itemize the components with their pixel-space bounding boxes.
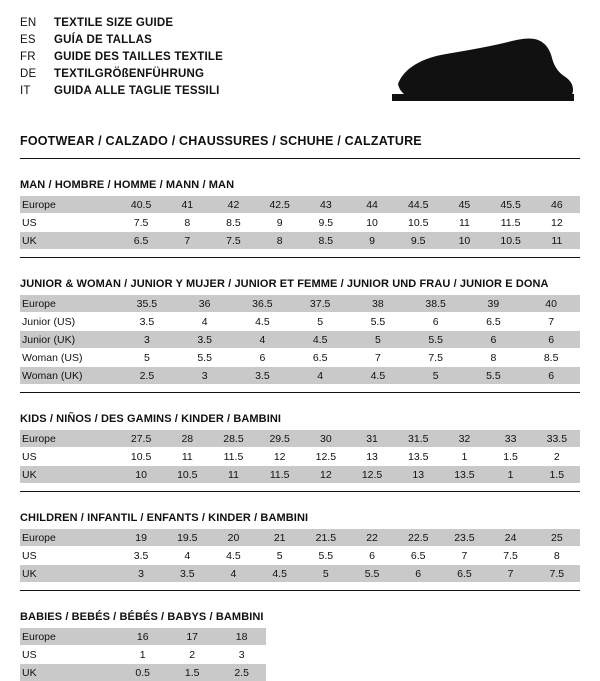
- size-cell: 1: [118, 646, 167, 663]
- size-cell: 18: [217, 628, 266, 645]
- size-cell: 13: [349, 448, 395, 465]
- table-row: [20, 646, 266, 663]
- size-cell: 9: [349, 232, 395, 249]
- size-cell: 38.5: [407, 295, 465, 312]
- size-cell: 6.5: [118, 232, 164, 249]
- size-cell: 45.5: [488, 196, 534, 213]
- size-table: [20, 529, 580, 582]
- size-cell: 31: [349, 430, 395, 447]
- size-cell: 3: [118, 565, 164, 582]
- size-cell: 40: [522, 295, 580, 312]
- size-cell: 13.5: [441, 466, 487, 483]
- size-group-heading: MAN / HOMBRE / HOMME / MANN / MAN: [20, 179, 235, 191]
- size-cell: 32: [441, 430, 487, 447]
- size-cell: 28.5: [210, 430, 256, 447]
- size-cell: 33.5: [534, 430, 580, 447]
- size-table: [20, 628, 266, 681]
- header-divider: [20, 158, 580, 159]
- row-label: Europe: [20, 628, 118, 645]
- size-cell: 11.5: [257, 466, 303, 483]
- size-cell: 3.5: [176, 331, 234, 348]
- group-divider: [20, 491, 580, 492]
- size-group-heading: JUNIOR & WOMAN / JUNIOR Y MUJER / JUNIOR ET FEMME / JUNIOR UND FRAU / JUNIOR E DONA: [20, 278, 549, 290]
- row-label: UK: [20, 664, 118, 681]
- table-row: [20, 313, 580, 330]
- size-group: [20, 611, 580, 681]
- size-cell: 19: [118, 529, 164, 546]
- row-label: Woman (US): [20, 349, 118, 366]
- size-cell: 35.5: [118, 295, 176, 312]
- language-title: GUÍA DE TALLAS: [54, 34, 152, 46]
- table-row: [20, 430, 580, 447]
- size-table: [20, 196, 580, 249]
- dress-shoe-icon: [384, 32, 574, 118]
- size-tables-container: [20, 179, 580, 681]
- size-cell: 7: [441, 547, 487, 564]
- size-cell: 5: [349, 331, 407, 348]
- table-row: [20, 565, 580, 582]
- table-row: [20, 196, 580, 213]
- size-cell: 11: [210, 466, 256, 483]
- size-cell: 12.5: [349, 466, 395, 483]
- size-cell: 45: [441, 196, 487, 213]
- size-cell: 12: [257, 448, 303, 465]
- language-list: [20, 16, 223, 99]
- size-cell: 4: [291, 367, 349, 384]
- size-cell: 36.5: [234, 295, 292, 312]
- size-cell: 25: [534, 529, 580, 546]
- size-cell: 9.5: [395, 232, 441, 249]
- size-cell: 29.5: [257, 430, 303, 447]
- size-cell: 1: [441, 448, 487, 465]
- size-cell: 7.5: [534, 565, 580, 582]
- size-cell: 6: [234, 349, 292, 366]
- size-cell: 46: [534, 196, 580, 213]
- size-cell: 2: [167, 646, 216, 663]
- row-label: Junior (US): [20, 313, 118, 330]
- size-cell: 7: [164, 232, 210, 249]
- footwear-section-title: FOOTWEAR / CALZADO / CHAUSSURES / SCHUHE / CALZATURE: [20, 134, 422, 148]
- size-cell: 6.5: [291, 349, 349, 366]
- size-cell: 37.5: [291, 295, 349, 312]
- size-cell: 1.5: [534, 466, 580, 483]
- document-header: [20, 16, 580, 118]
- size-cell: 3: [118, 331, 176, 348]
- size-cell: 3.5: [234, 367, 292, 384]
- size-group: [20, 179, 580, 258]
- size-cell: 9: [257, 214, 303, 231]
- size-cell: 6.5: [441, 565, 487, 582]
- size-cell: 5: [407, 367, 465, 384]
- size-cell: 12: [534, 214, 580, 231]
- size-cell: 7: [349, 349, 407, 366]
- size-cell: 4.5: [210, 547, 256, 564]
- row-label: UK: [20, 232, 118, 249]
- table-row: [20, 466, 580, 483]
- size-cell: 13: [395, 466, 441, 483]
- size-cell: 10.5: [118, 448, 164, 465]
- size-cell: 10: [441, 232, 487, 249]
- size-cell: 22.5: [395, 529, 441, 546]
- size-cell: 16: [118, 628, 167, 645]
- row-label: Europe: [20, 529, 118, 546]
- size-cell: 10: [118, 466, 164, 483]
- language-code: FR: [20, 51, 36, 63]
- row-label: US: [20, 214, 118, 231]
- size-table: [20, 430, 580, 483]
- group-divider: [20, 392, 580, 393]
- language-code: IT: [20, 85, 31, 97]
- size-cell: 5.5: [303, 547, 349, 564]
- size-cell: 8.5: [522, 349, 580, 366]
- language-code: EN: [20, 17, 37, 29]
- row-label: US: [20, 646, 118, 663]
- size-cell: 6: [465, 331, 523, 348]
- size-cell: 11.5: [488, 214, 534, 231]
- language-title: TEXTILGRÖßENFÜHRUNG: [54, 68, 205, 80]
- language-code: ES: [20, 34, 36, 46]
- row-label: US: [20, 448, 118, 465]
- row-label: Junior (UK): [20, 331, 118, 348]
- size-cell: 4: [176, 313, 234, 330]
- table-row: [20, 295, 580, 312]
- size-cell: 1.5: [167, 664, 216, 681]
- size-cell: 4.5: [349, 367, 407, 384]
- size-cell: 33: [488, 430, 534, 447]
- size-group-heading: BABIES / BEBÉS / BÉBÉS / BABYS / BAMBINI: [20, 611, 264, 623]
- size-cell: 1: [488, 466, 534, 483]
- size-cell: 2: [534, 448, 580, 465]
- language-code: DE: [20, 68, 37, 80]
- size-cell: 5.5: [407, 331, 465, 348]
- size-cell: 17: [167, 628, 216, 645]
- size-cell: 6: [395, 565, 441, 582]
- size-cell: 4: [164, 547, 210, 564]
- size-cell: 4.5: [291, 331, 349, 348]
- size-cell: 6: [522, 331, 580, 348]
- size-cell: 3.5: [118, 547, 164, 564]
- size-cell: 3: [176, 367, 234, 384]
- size-cell: 42.5: [257, 196, 303, 213]
- size-cell: 5.5: [349, 313, 407, 330]
- size-cell: 7.5: [118, 214, 164, 231]
- language-title: GUIDE DES TAILLES TEXTILE: [54, 51, 223, 63]
- size-cell: 6.5: [465, 313, 523, 330]
- size-cell: 4.5: [234, 313, 292, 330]
- size-cell: 27.5: [118, 430, 164, 447]
- size-cell: 4.5: [257, 565, 303, 582]
- size-cell: 20: [210, 529, 256, 546]
- size-cell: 6: [407, 313, 465, 330]
- table-row: [20, 349, 580, 366]
- size-cell: 8.5: [210, 214, 256, 231]
- size-cell: 41: [164, 196, 210, 213]
- size-cell: 13.5: [395, 448, 441, 465]
- size-cell: 24: [488, 529, 534, 546]
- size-cell: 42: [210, 196, 256, 213]
- size-cell: 7: [522, 313, 580, 330]
- size-cell: 28: [164, 430, 210, 447]
- group-divider: [20, 257, 580, 258]
- size-cell: 3.5: [118, 313, 176, 330]
- size-group-heading: CHILDREN / INFANTIL / ENFANTS / KINDER / BAMBINI: [20, 512, 309, 524]
- size-cell: 10.5: [488, 232, 534, 249]
- size-cell: 11: [164, 448, 210, 465]
- size-group: [20, 278, 580, 393]
- size-cell: 7: [488, 565, 534, 582]
- size-cell: 22: [349, 529, 395, 546]
- size-group: [20, 413, 580, 492]
- size-cell: 44.5: [395, 196, 441, 213]
- size-cell: 6: [349, 547, 395, 564]
- row-label: Woman (UK): [20, 367, 118, 384]
- size-cell: 39: [465, 295, 523, 312]
- table-row: [20, 232, 580, 249]
- group-divider: [20, 590, 580, 591]
- size-cell: 38: [349, 295, 407, 312]
- size-cell: 11.5: [210, 448, 256, 465]
- table-row: [20, 628, 266, 645]
- table-row: [20, 529, 580, 546]
- size-cell: 8: [534, 547, 580, 564]
- size-cell: 3.5: [164, 565, 210, 582]
- size-cell: 9.5: [303, 214, 349, 231]
- size-cell: 11: [441, 214, 487, 231]
- size-cell: 31.5: [395, 430, 441, 447]
- size-cell: 21: [257, 529, 303, 546]
- size-cell: 8.5: [303, 232, 349, 249]
- language-title: TEXTILE SIZE GUIDE: [54, 17, 174, 29]
- size-cell: 5: [291, 313, 349, 330]
- row-label: US: [20, 547, 118, 564]
- size-cell: 6.5: [395, 547, 441, 564]
- size-cell: 43: [303, 196, 349, 213]
- size-cell: 6: [522, 367, 580, 384]
- size-cell: 4: [210, 565, 256, 582]
- table-row: [20, 448, 580, 465]
- size-cell: 10: [349, 214, 395, 231]
- size-cell: 8: [164, 214, 210, 231]
- size-cell: 8: [257, 232, 303, 249]
- size-cell: 40.5: [118, 196, 164, 213]
- size-cell: 44: [349, 196, 395, 213]
- table-row: [20, 331, 580, 348]
- size-cell: 23.5: [441, 529, 487, 546]
- size-cell: 2.5: [118, 367, 176, 384]
- size-group: [20, 512, 580, 591]
- size-cell: 0.5: [118, 664, 167, 681]
- size-cell: 7.5: [488, 547, 534, 564]
- size-cell: 5.5: [176, 349, 234, 366]
- row-label: UK: [20, 565, 118, 582]
- size-cell: 30: [303, 430, 349, 447]
- size-cell: 10.5: [164, 466, 210, 483]
- size-cell: 12: [303, 466, 349, 483]
- size-cell: 7.5: [407, 349, 465, 366]
- size-cell: 1.5: [488, 448, 534, 465]
- row-label: Europe: [20, 295, 118, 312]
- size-cell: 19.5: [164, 529, 210, 546]
- table-row: [20, 664, 266, 681]
- size-cell: 8: [465, 349, 523, 366]
- size-cell: 36: [176, 295, 234, 312]
- size-cell: 5.5: [465, 367, 523, 384]
- row-label: UK: [20, 466, 118, 483]
- size-cell: 7.5: [210, 232, 256, 249]
- size-cell: 5: [303, 565, 349, 582]
- row-label: Europe: [20, 196, 118, 213]
- size-cell: 5: [257, 547, 303, 564]
- language-title: GUIDA ALLE TAGLIE TESSILI: [54, 85, 220, 97]
- row-label: Europe: [20, 430, 118, 447]
- size-cell: 21.5: [303, 529, 349, 546]
- size-cell: 5.5: [349, 565, 395, 582]
- size-cell: 4: [234, 331, 292, 348]
- table-row: [20, 214, 580, 231]
- size-cell: 10.5: [395, 214, 441, 231]
- size-cell: 12.5: [303, 448, 349, 465]
- size-table: [20, 295, 580, 384]
- table-row: [20, 547, 580, 564]
- size-group-heading: KIDS / NIÑOS / DES GAMINS / KINDER / BAMBINI: [20, 413, 282, 425]
- size-cell: 5: [118, 349, 176, 366]
- size-cell: 3: [217, 646, 266, 663]
- table-row: [20, 367, 580, 384]
- size-cell: 11: [534, 232, 580, 249]
- size-cell: 2.5: [217, 664, 266, 681]
